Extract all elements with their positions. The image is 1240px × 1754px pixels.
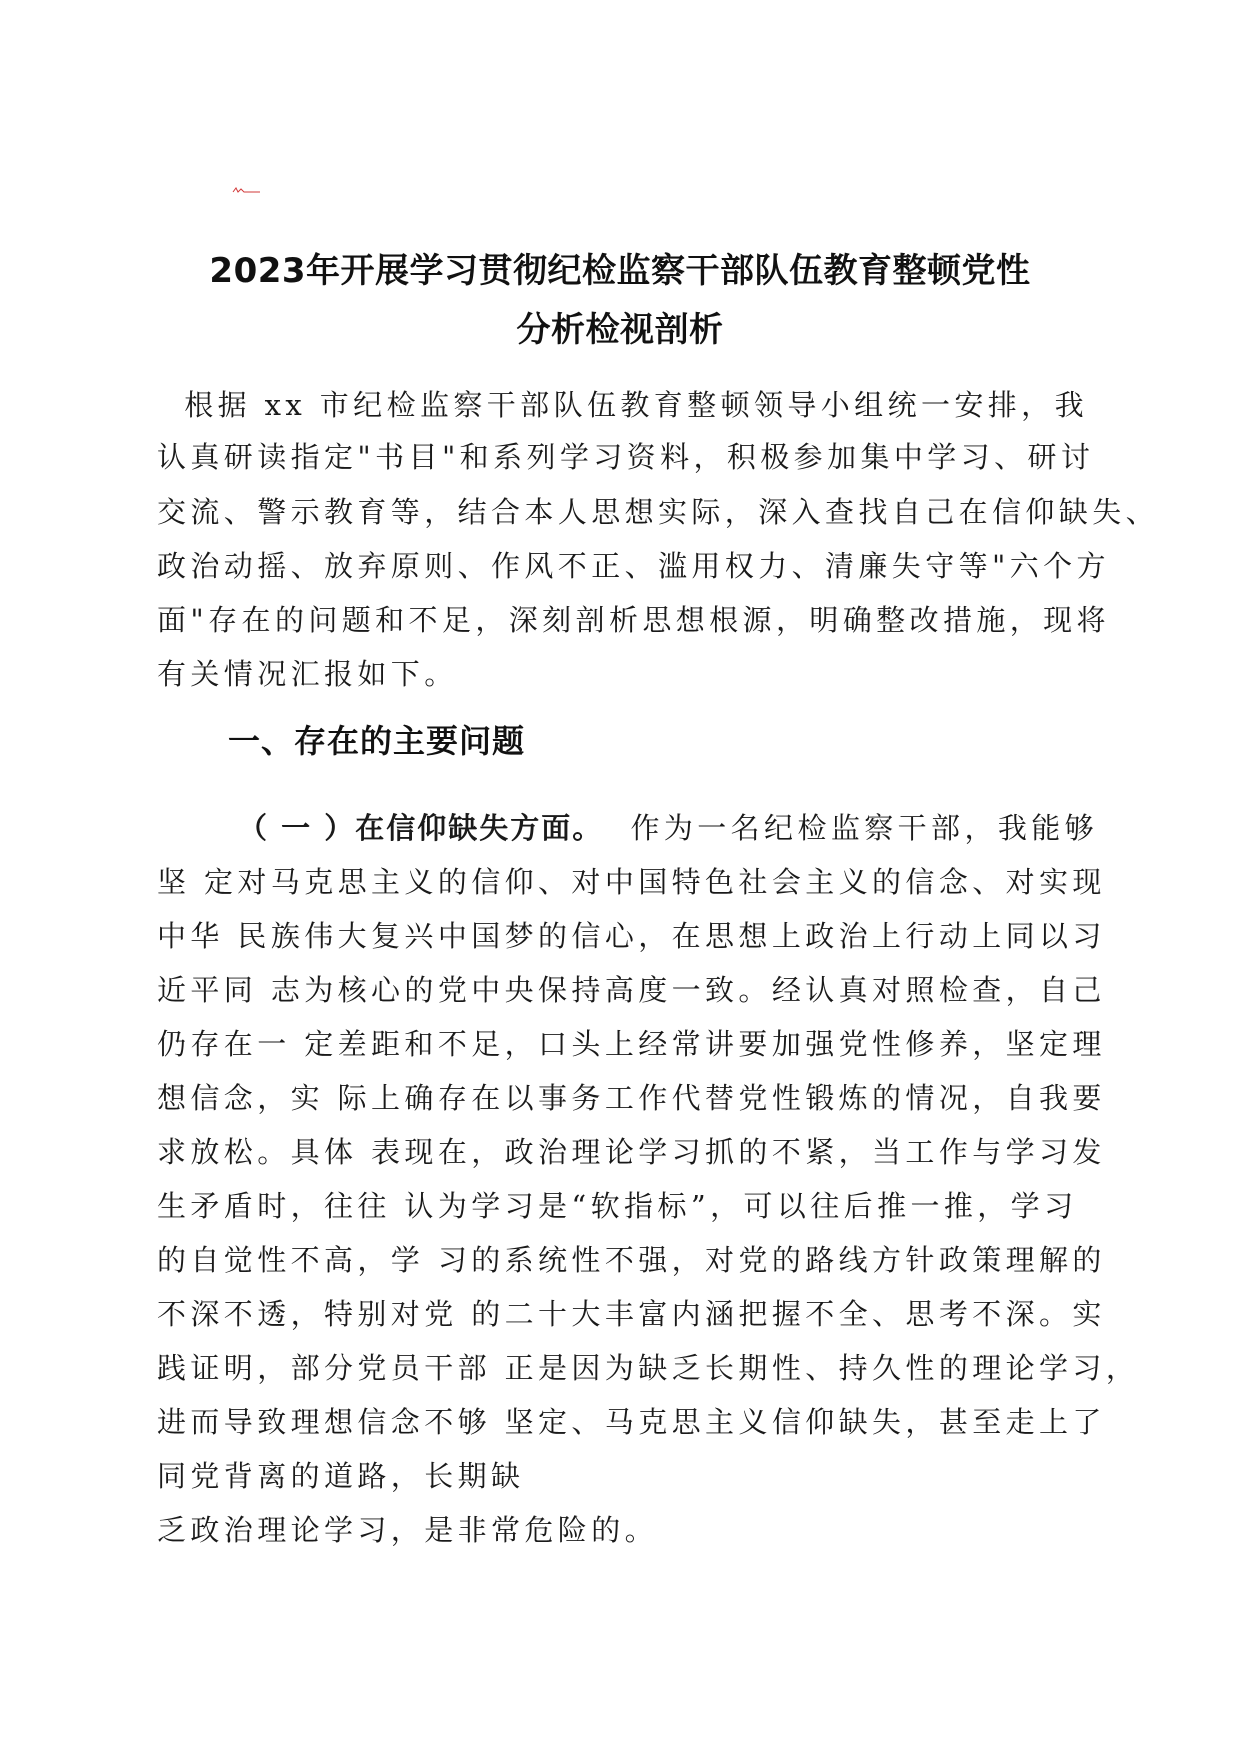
body-line: 仍存在一 定差距和不足，口头上经常讲要加强党性修养，坚定理 bbox=[157, 1027, 1106, 1061]
body-line: 乏政治理论学习，是非常危险的。 bbox=[157, 1513, 659, 1547]
body-line: 生矛盾时，往往 认为学习是“软指标”，可以往后推一推，学习 bbox=[157, 1189, 1078, 1223]
body-line: 想信念，实 际上确存在以事务工作代替党性锻炼的情况，自我要 bbox=[157, 1081, 1106, 1115]
corner-mark-icon bbox=[232, 186, 262, 194]
intro-line: 交流、警示教育等，结合本人思想实际，深入查找自己在信仰缺失、 bbox=[157, 495, 1160, 529]
body-line: 求放松。具体 表现在，政治理论学习抓的不紧，当工作与学习发 bbox=[157, 1135, 1106, 1169]
intro-line: 政治动摇、放弃原则、作风不正、滥用权力、清廉失守等"六个方 bbox=[157, 549, 1110, 583]
body-line: 中华 民族伟大复兴中国梦的信心，在思想上政治上行动上同以习 bbox=[157, 919, 1106, 953]
section-heading: 一、存在的主要问题 bbox=[228, 722, 526, 760]
subsection-lead: （ 一 ）在信仰缺失方面。 bbox=[238, 811, 604, 845]
intro-line: 根据 xx 市纪检监察干部队伍教育整顿领导小组统一安排，我 bbox=[157, 388, 1088, 422]
subsection-first-line bbox=[238, 811, 1098, 845]
document-title-line-2: 分析检视剖析 bbox=[516, 310, 724, 350]
body-line: 的自觉性不高，学 习的系统性不强，对党的路线方针政策理解的 bbox=[157, 1243, 1106, 1277]
intro-line: 认真研读指定"书目"和系列学习资料，积极参加集中学习、研讨 bbox=[157, 440, 1095, 474]
body-line: 不深不透，特别对党 的二十大丰富内涵把握不全、思考不深。实 bbox=[157, 1297, 1106, 1331]
body-line: 坚 定对马克思主义的信仰、对中国特色社会主义的信念、对实现 bbox=[157, 865, 1106, 899]
body-line: 践证明，部分党员干部 正是因为缺乏长期性、持久性的理论学习， bbox=[157, 1351, 1140, 1385]
body-line: 同党背离的道路，长期缺 bbox=[157, 1459, 525, 1493]
intro-line: 有关情况汇报如下。 bbox=[157, 657, 458, 691]
subsection-lead-rest: 作为一名纪检监察干部，我能够 bbox=[603, 811, 1099, 845]
body-line: 近平同 志为核心的党中央保持高度一致。经认真对照检查，自己 bbox=[157, 973, 1106, 1007]
intro-line: 面"存在的问题和不足，深刻剖析思想根源，明确整改措施，现将 bbox=[157, 603, 1110, 637]
document-title-line-1: 2023年开展学习贯彻纪检监察干部队伍教育整顿党性 bbox=[209, 251, 1031, 291]
body-line: 进而导致理想信念不够 坚定、马克思主义信仰缺失，甚至走上了 bbox=[157, 1405, 1106, 1439]
